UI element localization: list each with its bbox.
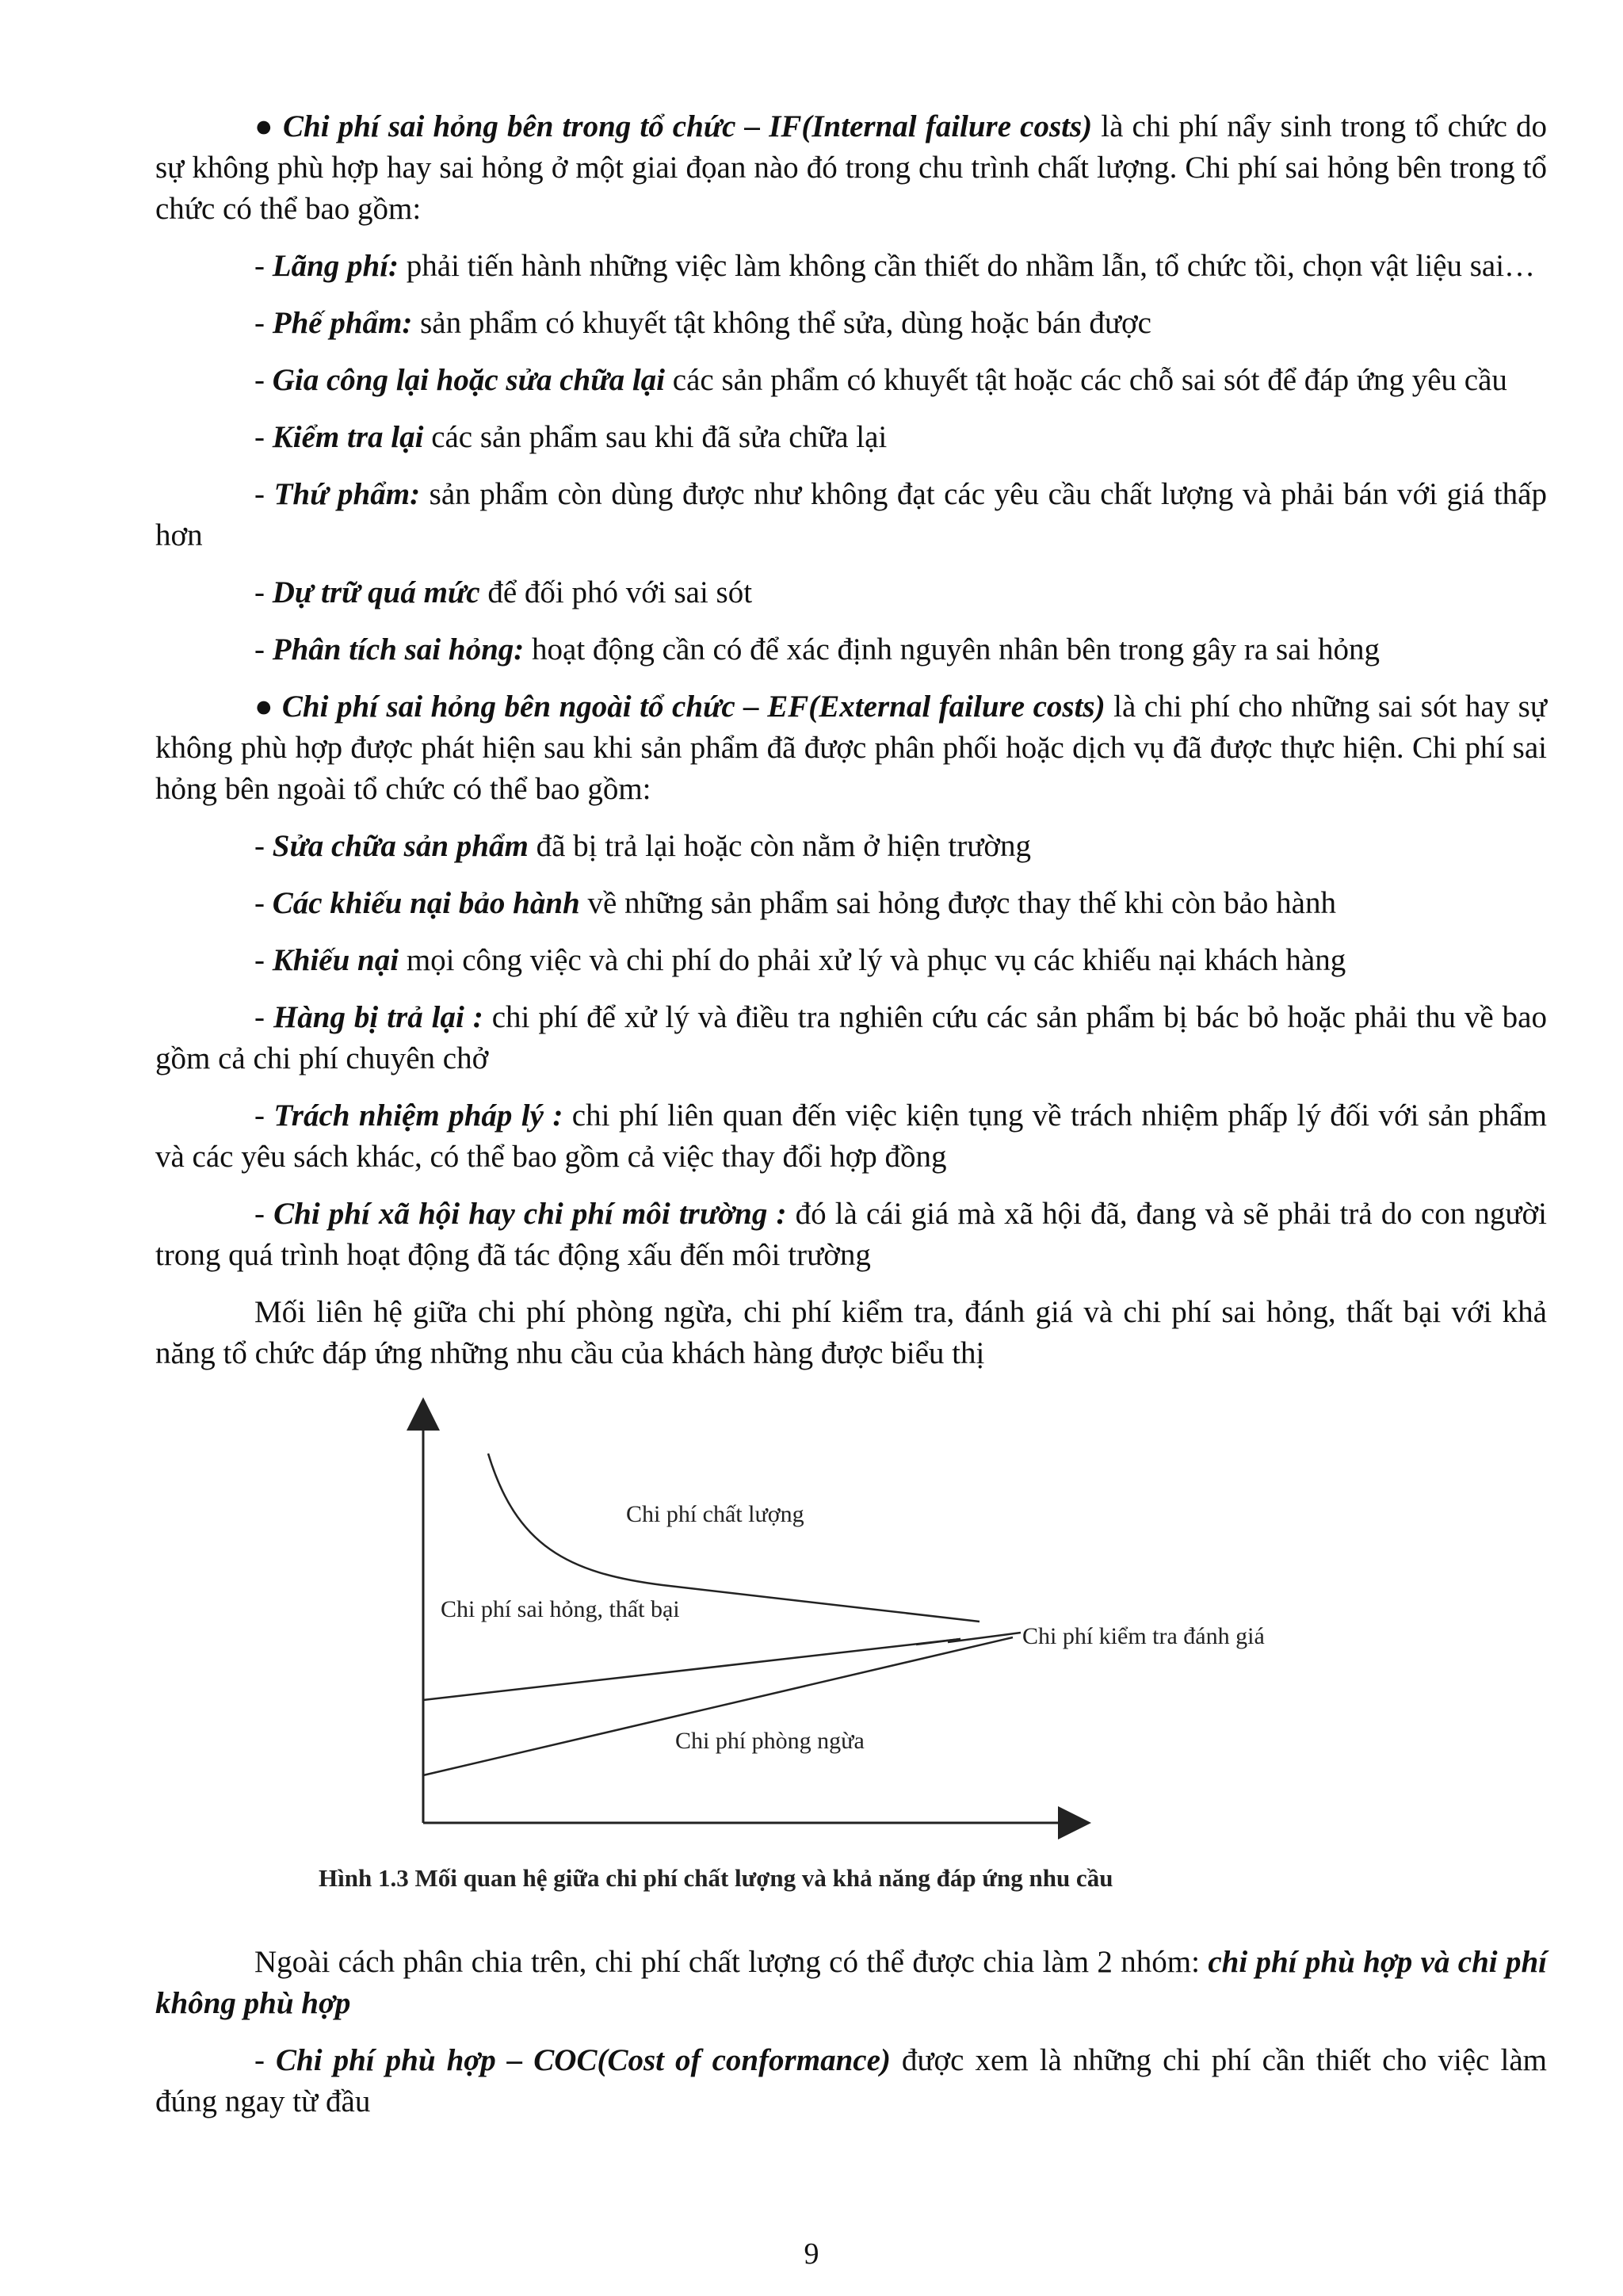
- bullet-icon: ●: [254, 109, 274, 143]
- if-item-term: Kiểm tra lại: [272, 420, 424, 454]
- ef-item-term: Chi phí xã hội hay chi phí môi trường :: [273, 1197, 787, 1231]
- if-item-term: Thứ phẩm:: [273, 477, 421, 511]
- if-item-seconds: - Thứ phẩm: sản phẩm còn dùng được như không đạt các yêu cầu chất lượng và phải bán với giá thấp hơn: [155, 477, 1547, 552]
- bullet-icon: ●: [254, 690, 274, 724]
- if-item-reinspection: - Kiểm tra lại các sản phẩm sau khi đã sửa chữa lại: [254, 420, 888, 454]
- after-figure-paragraph: [155, 1942, 1547, 2024]
- document-body: [155, 106, 1547, 2138]
- ef-item-complaints: - Khiếu nại mọi công việc và chi phí do phải xử lý và phục vụ các khiếu nại khách hàng: [254, 943, 1346, 977]
- if-item-text: các sản phẩm có khuyết tật hoặc các chỗ sai sót để đáp ứng yêu cầu: [665, 363, 1507, 397]
- quality-cost-label: Chi phí chất lượng: [626, 1501, 804, 1527]
- ef-term: Chi phí sai hỏng bên ngoài tổ chức – EF(External failure costs): [281, 690, 1106, 724]
- ef-item-text: chi phí để xử lý và điều tra nghiên cứu các sản phẩm bị bác bỏ hoặc phải thu về bao gồm cả chi phí chuyên chở: [155, 1000, 1547, 1075]
- relation-paragraph: Mối liên hệ giữa chi phí phòng ngừa, chi phí kiểm tra, đánh giá và chi phí sai hỏng, thất bại với khả năng tổ chức đáp ứng những nhu cầu của khách hàng được biểu thị: [155, 1295, 1547, 1370]
- coc-paragraph: - Chi phí phù hợp – COC(Cost of conformance) được xem là những chi phí cần thiết cho việc làm đúng ngay từ đầu: [155, 2043, 1547, 2118]
- if-item-text: để đối phó với sai sót: [479, 575, 753, 609]
- ef-item-text: chi phí liên quan đến việc kiện tụng về trách nhiệm phấp lý đối với sản phẩm và các yêu sách khác, có thể bao gồm cả việc thay đổi hợp đồng: [155, 1098, 1547, 1174]
- if-item-term: Gia công lại hoặc sửa chữa lại: [272, 363, 666, 397]
- cost-diagram: [155, 1395, 1547, 1910]
- ef-item-repair: - Sửa chữa sản phẩm đã bị trả lại hoặc còn nằm ở hiện trường: [254, 829, 1032, 863]
- ef-item-text: mọi công việc và chi phí do phải xử lý và phục vụ các khiếu nại khách hàng: [399, 943, 1346, 977]
- if-item-term: Phế phẩm:: [272, 306, 413, 340]
- ef-item-term: Sửa chữa sản phẩm: [272, 829, 529, 863]
- ef-item-returns: - Hàng bị trả lại : chi phí để xử lý và điều tra nghiên cứu các sản phẩm bị bác bỏ hoặc phải thu về bao gồm cả chi phí chuyên chở: [155, 1000, 1547, 1075]
- cost-relationship-figure: [155, 1395, 1547, 1910]
- if-item-text: hoạt động cần có để xác định nguyên nhân bên trong gây ra sai hỏng: [524, 632, 1381, 667]
- ef-heading-paragraph: [155, 686, 1547, 810]
- ef-text: là chi phí cho những sai sót hay sự không phù hợp được phát hiện sau khi sản phẩm đã được phân phối hoặc dịch vụ đã được thực hiện. Chi phí sai hỏng bên ngoài tổ chức có thể bao gồm:: [155, 690, 1547, 806]
- ef-item-social-cost: - Chi phí xã hội hay chi phí môi trường : đó là cái giá mà xã hội đã, đang và sẽ phải trả do con người trong quá trình hoạt động đã tác động xấu đến môi trường: [155, 1197, 1547, 1272]
- if-item-term: Dự trữ quá mức: [272, 575, 480, 609]
- ef-item-text: đó là cái giá mà xã hội đã, đang và sẽ phải trả do con người trong quá trình hoạt động đã tác động xấu đến môi trường: [155, 1197, 1547, 1272]
- ef-item-term: Khiếu nại: [272, 943, 399, 977]
- if-item-text: sản phẩm có khuyết tật không thể sửa, dùng hoặc bán được: [412, 306, 1151, 340]
- after-figure-text: Ngoài cách phân chia trên, chi phí chất lượng có thể được chia làm 2 nhóm:: [254, 1945, 1209, 1979]
- ef-item-text: đã bị trả lại hoặc còn nằm ở hiện trường: [528, 829, 1032, 863]
- if-item-waste: - Lãng phí: phải tiến hành những việc làm không cần thiết do nhầm lẫn, tổ chức tồi, chọn vật liệu sai…: [254, 249, 1536, 283]
- if-item-text: phải tiến hành những việc làm không cần thiết do nhầm lẫn, tổ chức tồi, chọn vật liệu sai…: [399, 249, 1536, 283]
- if-item-text: sản phẩm còn dùng được như không đạt các yêu cầu chất lượng và phải bán với giá thấp hơn: [155, 477, 1547, 552]
- if-term: Chi phí sai hỏng bên trong tổ chức – IF(Internal failure costs): [283, 109, 1093, 143]
- prevention-cost-label: Chi phí phòng ngừa: [675, 1728, 865, 1754]
- ef-item-term: Trách nhiệm pháp lý :: [273, 1098, 563, 1133]
- ef-item-term: Hàng bị trả lại :: [273, 1000, 483, 1034]
- appraisal-cost-label: Chi phí kiểm tra đánh giá: [1022, 1623, 1265, 1649]
- ef-item-text: về những sản phẩm sai hỏng được thay thế khi còn bảo hành: [579, 886, 1336, 920]
- failure-cost-label: Chi phí sai hỏng, thất bại: [441, 1596, 680, 1622]
- if-item-rework: - Gia công lại hoặc sửa chữa lại các sản phẩm có khuyết tật hoặc các chỗ sai sót để đáp ứng yêu cầu: [254, 363, 1507, 397]
- if-item-failure-analysis: - Phân tích sai hỏng: hoạt động cần có để xác định nguyên nhân bên trong gây ra sai hỏng: [254, 632, 1381, 667]
- page-number: 9: [804, 2237, 819, 2271]
- if-item-term: Phân tích sai hỏng:: [272, 632, 525, 667]
- if-item-term: Lãng phí:: [272, 249, 399, 283]
- if-item-scrap: - Phế phẩm: sản phẩm có khuyết tật không thể sửa, dùng hoặc bán được: [254, 306, 1151, 340]
- if-heading-paragraph: [155, 106, 1547, 230]
- if-item-excess-stock: - Dự trữ quá mức để đối phó với sai sót: [254, 575, 753, 609]
- if-text: là chi phí nẩy sinh trong tổ chức do sự không phù hợp hay sai hỏng ở một giai đọan nào đó trong chu trình chất lượng. Chi phí sai hỏng bên trong tổ chức có thể bao gồm:: [155, 109, 1548, 226]
- ef-item-term: Các khiếu nại bảo hành: [272, 886, 580, 920]
- after-figure-term: chi phí phù hợp và chi phí không phù hợp: [155, 1945, 1547, 2020]
- coc-term: Chi phí phù hợp – COC(Cost of conformance): [276, 2043, 891, 2077]
- coc-text: được xem là những chi phí cần thiết cho việc làm đúng ngay từ đầu: [155, 2043, 1547, 2118]
- figure-caption: Hình 1.3 Mối quan hệ giữa chi phí chất lượng và khả năng đáp ứng nhu cầu: [319, 1864, 1113, 1892]
- ef-item-liability: - Trách nhiệm pháp lý : chi phí liên quan đến việc kiện tụng về trách nhiệm phấp lý đối với sản phẩm và các yêu sách khác, có thể bao gồm cả việc thay đổi hợp đồng: [155, 1098, 1547, 1174]
- ef-item-warranty: - Các khiếu nại bảo hành về những sản phẩm sai hỏng được thay thế khi còn bảo hành: [254, 886, 1336, 920]
- if-item-text: các sản phẩm sau khi đã sửa chữa lại: [423, 420, 888, 454]
